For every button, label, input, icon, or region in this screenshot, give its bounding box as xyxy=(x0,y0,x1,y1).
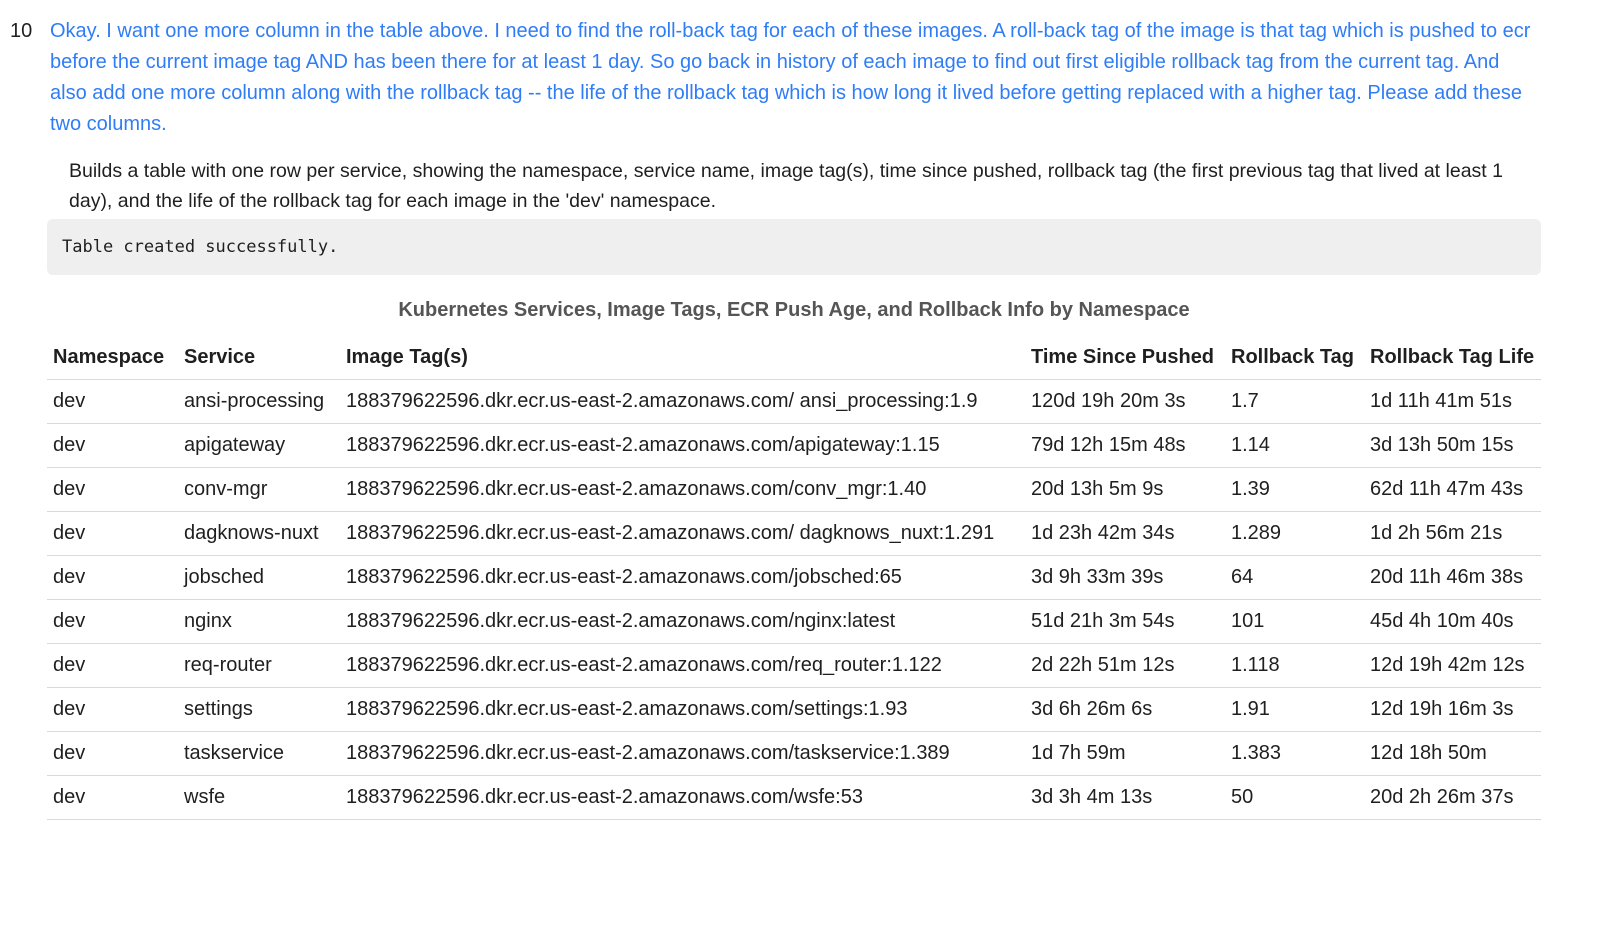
cell-rollback-tag: 1.289 xyxy=(1225,512,1364,556)
header-image-tags: Image Tag(s) xyxy=(340,342,1025,380)
table-row xyxy=(47,512,1541,556)
cell-service: wsfe xyxy=(178,776,340,820)
header-time-since-pushed: Time Since Pushed xyxy=(1025,342,1225,380)
cell-rollback-tag-life: 45d 4h 10m 40s xyxy=(1364,600,1541,644)
step-number: 10 xyxy=(10,20,33,42)
cell-namespace: dev xyxy=(47,644,178,688)
table-row xyxy=(47,556,1541,600)
cell-image-tag: 188379622596.dkr.ecr.us-east-2.amazonaws.com/wsfe:53 xyxy=(340,776,1025,820)
header-namespace: Namespace xyxy=(47,342,178,380)
cell-rollback-tag: 50 xyxy=(1225,776,1364,820)
cell-time-since-pushed: 79d 12h 15m 48s xyxy=(1025,424,1225,468)
cell-namespace: dev xyxy=(47,468,178,512)
cell-service: ansi-processing xyxy=(178,380,340,424)
table-row xyxy=(47,600,1541,644)
cell-rollback-tag: 1.14 xyxy=(1225,424,1364,468)
cell-time-since-pushed: 3d 3h 4m 13s xyxy=(1025,776,1225,820)
cell-service: nginx xyxy=(178,600,340,644)
cell-rollback-tag: 1.383 xyxy=(1225,732,1364,776)
cell-rollback-tag: 1.91 xyxy=(1225,688,1364,732)
cell-image-tag: 188379622596.dkr.ecr.us-east-2.amazonaws.com/ dagknows_nuxt:1.291 xyxy=(340,512,1025,556)
cell-image-tag: 188379622596.dkr.ecr.us-east-2.amazonaws.com/nginx:latest xyxy=(340,600,1025,644)
table-row xyxy=(47,424,1541,468)
cell-rollback-tag: 101 xyxy=(1225,600,1364,644)
cell-image-tag: 188379622596.dkr.ecr.us-east-2.amazonaws.com/taskservice:1.389 xyxy=(340,732,1025,776)
output-text: Table created successfully. xyxy=(62,237,339,257)
output-box xyxy=(47,219,1541,275)
cell-time-since-pushed: 1d 7h 59m xyxy=(1025,732,1225,776)
table-row xyxy=(47,468,1541,512)
cell-time-since-pushed: 3d 9h 33m 39s xyxy=(1025,556,1225,600)
cell-service: settings xyxy=(178,688,340,732)
step-description: Builds a table with one row per service, showing the namespace, service name, image tag(s), time since pushed, rollback tag (the first previous tag that lived at least 1 day), and the life of the rollback tag for each image in the 'dev' namespace. xyxy=(69,160,1503,212)
cell-namespace: dev xyxy=(47,380,178,424)
cell-service: taskservice xyxy=(178,732,340,776)
cell-rollback-tag-life: 20d 11h 46m 38s xyxy=(1364,556,1541,600)
cell-time-since-pushed: 3d 6h 26m 6s xyxy=(1025,688,1225,732)
cell-time-since-pushed: 51d 21h 3m 54s xyxy=(1025,600,1225,644)
table-row xyxy=(47,732,1541,776)
cell-rollback-tag: 64 xyxy=(1225,556,1364,600)
cell-rollback-tag: 1.7 xyxy=(1225,380,1364,424)
cell-namespace: dev xyxy=(47,556,178,600)
cell-image-tag: 188379622596.dkr.ecr.us-east-2.amazonaws.com/ ansi_processing:1.9 xyxy=(340,380,1025,424)
cell-image-tag: 188379622596.dkr.ecr.us-east-2.amazonaws.com/apigateway:1.15 xyxy=(340,424,1025,468)
user-prompt: Okay. I want one more column in the table above. I need to find the roll-back tag for each of these images. A roll-back tag of the image is that tag which is pushed to ecr before the current image tag AND has been there for at least 1 day. So go back in history of each image to find out first eligible rollback tag from the current tag. And also add one more column along with the rollback tag -- the life of the rollback tag which is how long it lived before getting replaced with a higher tag. Please add these two columns. xyxy=(50,20,1531,135)
cell-image-tag: 188379622596.dkr.ecr.us-east-2.amazonaws.com/conv_mgr:1.40 xyxy=(340,468,1025,512)
cell-time-since-pushed: 120d 19h 20m 3s xyxy=(1025,380,1225,424)
table-caption: Kubernetes Services, Image Tags, ECR Push Age, and Rollback Info by Namespace xyxy=(398,299,1190,321)
cell-rollback-tag-life: 3d 13h 50m 15s xyxy=(1364,424,1541,468)
cell-namespace: dev xyxy=(47,512,178,556)
result-table xyxy=(47,342,1541,820)
cell-namespace: dev xyxy=(47,776,178,820)
cell-rollback-tag-life: 12d 19h 16m 3s xyxy=(1364,688,1541,732)
cell-rollback-tag-life: 1d 11h 41m 51s xyxy=(1364,380,1541,424)
cell-rollback-tag: 1.39 xyxy=(1225,468,1364,512)
cell-namespace: dev xyxy=(47,688,178,732)
table-row xyxy=(47,776,1541,820)
cell-image-tag: 188379622596.dkr.ecr.us-east-2.amazonaws.com/settings:1.93 xyxy=(340,688,1025,732)
cell-service: jobsched xyxy=(178,556,340,600)
cell-service: req-router xyxy=(178,644,340,688)
cell-namespace: dev xyxy=(47,424,178,468)
cell-service: conv-mgr xyxy=(178,468,340,512)
table-row xyxy=(47,688,1541,732)
cell-namespace: dev xyxy=(47,732,178,776)
cell-rollback-tag-life: 1d 2h 56m 21s xyxy=(1364,512,1541,556)
cell-time-since-pushed: 1d 23h 42m 34s xyxy=(1025,512,1225,556)
table-row xyxy=(47,644,1541,688)
header-rollback-tag: Rollback Tag xyxy=(1225,342,1364,380)
table-row xyxy=(47,380,1541,424)
cell-image-tag: 188379622596.dkr.ecr.us-east-2.amazonaws.com/req_router:1.122 xyxy=(340,644,1025,688)
header-rollback-tag-life: Rollback Tag Life xyxy=(1364,342,1541,380)
cell-rollback-tag-life: 12d 18h 50m xyxy=(1364,732,1541,776)
cell-rollback-tag-life: 62d 11h 47m 43s xyxy=(1364,468,1541,512)
header-service: Service xyxy=(178,342,340,380)
cell-rollback-tag-life: 12d 19h 42m 12s xyxy=(1364,644,1541,688)
cell-namespace: dev xyxy=(47,600,178,644)
cell-service: apigateway xyxy=(178,424,340,468)
cell-image-tag: 188379622596.dkr.ecr.us-east-2.amazonaws.com/jobsched:65 xyxy=(340,556,1025,600)
cell-rollback-tag: 1.118 xyxy=(1225,644,1364,688)
cell-time-since-pushed: 2d 22h 51m 12s xyxy=(1025,644,1225,688)
cell-service: dagknows-nuxt xyxy=(178,512,340,556)
cell-time-since-pushed: 20d 13h 5m 9s xyxy=(1025,468,1225,512)
table-header-row xyxy=(47,342,1541,380)
cell-rollback-tag-life: 20d 2h 26m 37s xyxy=(1364,776,1541,820)
